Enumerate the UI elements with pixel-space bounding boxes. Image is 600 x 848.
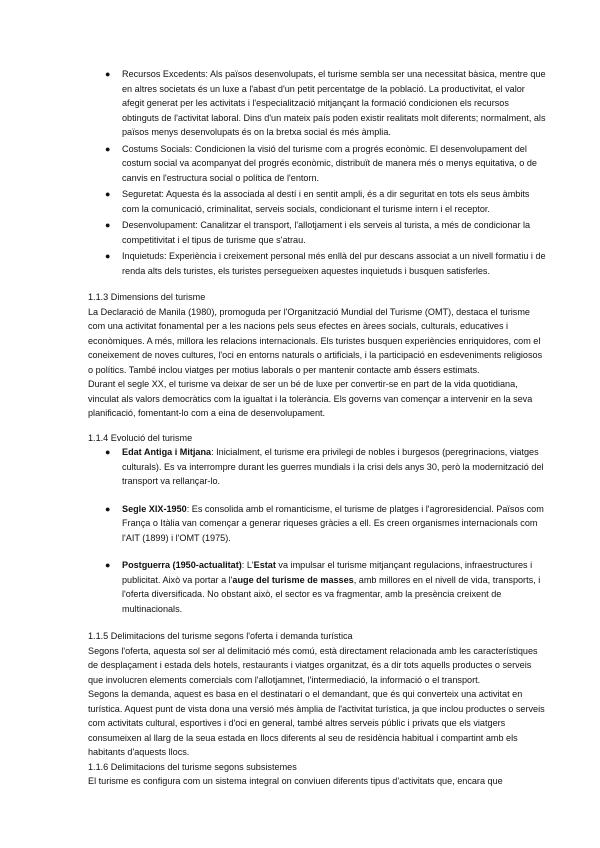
bullet-icon: ● — [105, 69, 111, 79]
paragraph: Segons la demanda, aquest es basa en el destinatari o el demandant, que és qui converteix una activitat en turística. Aquest punt de vista dona una versió més àmplia de l'activitat turística, ja que inclou productes o serveis com activitats cultural, esportives i d'oci en general, també altres serveis públic i privats que els viatgers consumeixen al llarg de la seua estada en llocs diferents al seu de residència habitual i compartint amb els habitants d'aquests llocs. — [88, 689, 545, 757]
section-heading-subsistemes: 1.1.6 Delimitacions del turisme segons subsistemes — [88, 761, 297, 772]
list-item: ● Desenvolupament: Canalitzar el transport, l'allotjament i els serveis al turista, a més de condicionar la competitivitat i el tipus de turisme que s'atrau. — [105, 220, 531, 245]
bullet-icon: ● — [105, 447, 111, 457]
factors-list — [88, 67, 548, 278]
bullet-icon: ● — [105, 251, 111, 261]
list-item: ● Recursos Excedents: Als països desenvolupats, el turisme sembla ser una necessitat bàsica, mentre que en altres societats és un luxe a l'abast d'un petit percentatge de la població. La productivitat, el valor afegit generat per les activitats i l'especialització mitjançant la formació condicionen els recursos obtinguts de l'activitat laboral. Dins d'un mateix país poden existir realitats molt diferents; normalment, als països menys desenvolupats és on la bretxa social és més àmplia. — [105, 69, 546, 137]
bullet-icon: ● — [105, 220, 111, 230]
list-item: ● Inquietuds: Experiència i creixement personal més enllà del pur descans associat a un nivell formatiu i de renda alts dels turistes, els turistes persegueixen aquestes inquietuds i busquen satisferles. — [105, 251, 546, 276]
evolucio-list — [88, 445, 548, 616]
document-content — [88, 67, 548, 789]
paragraph: Segons l'oferta, aquesta sol ser al delimitació més comú, està directament relacionada amb les característiques de desplaçament i estada dels hotels, restaurants i viatges organitzat, és a dir tots aquells productes o serveis que involucren elements comercials com l'allotjamnet, l'intermediació, la informació o el transport. — [88, 645, 538, 685]
bullet-icon: ● — [105, 503, 111, 514]
section-heading-delimitacions-oferta: 1.1.5 Delimitacions del turisme segons l'oferta i demanda turística — [88, 631, 353, 641]
bullet-icon: ● — [105, 189, 111, 199]
paragraph: Durant el segle XX, el turisme va deixar de ser un bé de luxe per convertir-se en part de la vida quotidiana, vinculat als valors democràtics com la igualtat i la tolerància. Els governs van començar a intervenir en la seva planificació, fomentant-lo com a eina de desenvolupament. — [88, 379, 533, 418]
list-item: ● Segle XIX-1950: Es consolida amb el romanticisme, el turisme de platges i l'agroresidencial. Països com França o Itàlia van començar a generar riqueses gràcies a ell. Es creen organismes internacionals com l'AIT (1899) i l'OMT (1975). — [105, 503, 544, 543]
paragraph: El turisme es configura com un sistema integral on conviuen diferents tipus d'activitats que, encara que — [88, 776, 503, 786]
bullet-icon: ● — [105, 143, 111, 154]
list-item: ● Edat Antiga i Mitjana: Inicialment, el turisme era privilegi de nobles i burgesos (peregrinacions, viatges culturals). Es va interrompre durant les guerres mundials i la crisi dels anys 30, però la modernització del transport va rellançar-lo. — [105, 447, 544, 486]
paragraph: La Declaració de Manila (1980), promoguda per l'Organització Mundial del Turisme (OMT), destaca el turisme com una activitat fonamental per a les nacions pels seus efectes en àrees socials, culturals, educatives i econòmiques. A més, millora les relacions internacionals. Els turistes busquen experiències enriquidores, com el coneixement de noves cultures, l'oci en entorns naturals o artificials, i la participació en esdeveniments religiosos o polítics. També inclou viatges per motius laborals o per mantenir contacte amb éssers estimats. — [88, 306, 543, 375]
list-item: ● Costums Socials: Condicionen la visió del turisme com a progrés econòmic. El desenvolupament del costum social va acompanyat del progrés econòmic, distribuït de manera més o menys equitativa, o de canvis en l'estructura social o política de l'entorn. — [105, 143, 537, 183]
list-item: ● Postguerra (1950-actualitat): L'Estat va impulsar el turisme mitjançant regulacions, infraestructures i publicitat. Això va portar a l'auge del turisme de masses, amb millores en el nivell de vida, transports, i l'oferta diversificada. No obstant això, el sector es va fragmentar, amb la presència creixent de multinacionals. — [105, 560, 541, 614]
bullet-icon: ● — [105, 560, 111, 570]
section-heading-dimensions: 1.1.3 Dimensions del turisme — [88, 292, 206, 302]
section-heading-evolucio: 1.1.4 Evolució del turisme — [88, 432, 193, 443]
list-item: ● Seguretat: Aquesta és la associada al destí i en sentit ampli, és a dir seguritat en tots els seus àmbits com la comunicació, criminalitat, serveis socials, condicionant el turisme intern i el receptor. — [105, 189, 530, 214]
